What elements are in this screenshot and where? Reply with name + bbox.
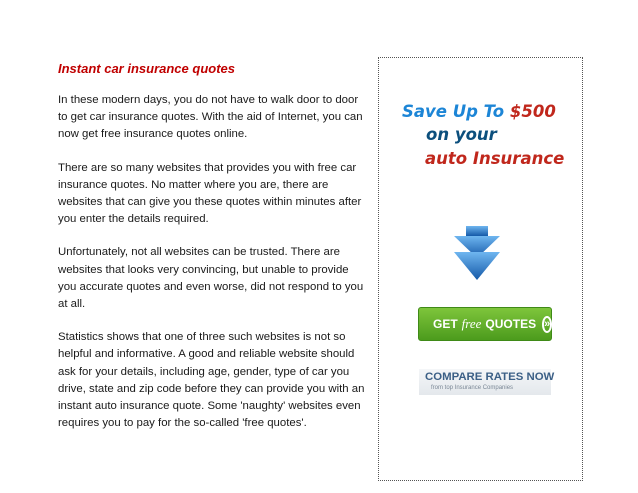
get-free-quotes-button[interactable]: [418, 307, 552, 341]
free-label: free: [461, 316, 482, 331]
paragraph: In these modern days, you do not have to walk door to door to get car insurance quotes. With the aid of Internet, you can now get free insurance quotes online.: [58, 94, 363, 141]
ad-headline-line-2: on your: [426, 125, 497, 144]
ad-headline-amount: $500: [509, 102, 556, 121]
compare-rates-sublabel: from top Insurance Companies: [431, 385, 514, 391]
ad-headline-line-3: auto Insurance: [425, 149, 565, 168]
article-title: Instant car insurance quotes: [58, 61, 235, 76]
ad-headline-line-1: [402, 102, 556, 122]
get-label: GET: [433, 317, 458, 331]
paragraph: Unfortunately, not all websites can be trusted. There are websites that looks very convincing, but unable to provide you accurate quotes and even worse, did not respond to you at all.: [58, 246, 364, 311]
paragraph: There are so many websites that provides you with free car insurance quotes. No matter where you are, there are websites that can give you these quotes within minutes after you enter the details required.: [58, 161, 362, 226]
double-down-arrow-icon: [454, 226, 500, 282]
article: [58, 60, 368, 448]
quotes-label: QUOTES: [485, 317, 537, 331]
insurance-ad-panel[interactable]: [378, 57, 583, 481]
compare-rates-label: COMPARE RATES NOW: [425, 371, 555, 383]
double-chevron-right-icon: »: [542, 316, 552, 333]
ad-headline-save: Save Up To: [402, 102, 510, 121]
paragraph: Statistics shows that one of three such websites is not so helpful and informative. A good and reliable website should ask for your details, including age, gender, type of car you drive, state and zip code before they can provide you with an instant auto insurance quote. Some 'naughty' websites even requires you to pay for the so-called 'free quotes'.: [58, 331, 365, 430]
compare-rates-button[interactable]: [419, 369, 555, 395]
